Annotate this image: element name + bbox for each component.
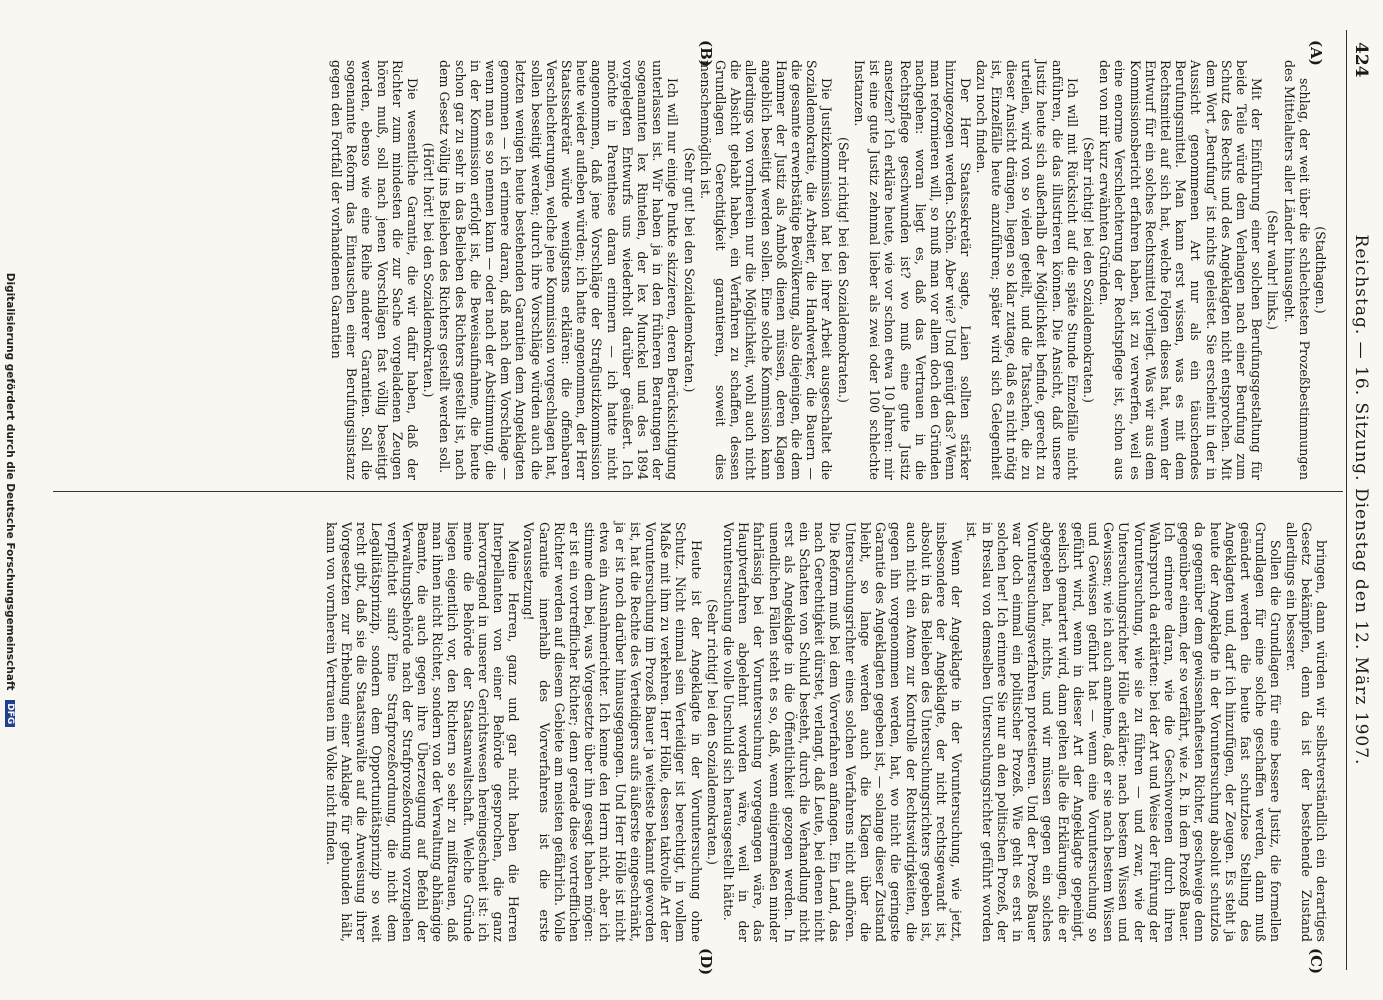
interjection: (Sehr richtig! bei den Sozialdemokraten.): [1080, 137, 1096, 403]
paragraph: Die Justizkommission hat bei ihrer Arbeit ausgeschaltet die Sozialdemokratie, die Arbeiter, die Handwerker, die Bauern — die gesamte erwerbstätige Bevölkerung, also diejenigen, die dem Hammer der Justiz als Amboß dienen müssen, deren Klagen angeblich beseitigt werden sollen. Eine solche Kommission kann allerdings von vornherein nur die Möglichkeit, wohl auch nicht die Absicht gehabt haben, ein Verfahren zu schaffen, dessen Grundlagen Gerechtigkeit garantieren, soweit dies menschenmöglich ist.: [697, 60, 835, 480]
interjection: (Stadthagen.): [1313, 226, 1328, 314]
right-text-column: [324, 522, 1329, 942]
margin-mark-a: (A): [1307, 40, 1325, 66]
paragraph: Ich will mit Rücksicht auf die späte Stunde Einzelfälle nicht anführen, die das illustrieren können. Die Ansicht, daß unsere Justiz heute sich außerhalb der Möglichkeit befinde, gerecht zu urteilen, wird von so vielen geteilt, und die Tatsachen, die zu dieser Ansicht drängen, liegen so klar zutage, daß es nicht nötig ist, Einzelfälle heute anzuführen; später wird sich Gelegenheit dazu noch finden.: [973, 60, 1080, 480]
paragraph: Meine Herren, ganz und gar nicht haben die Herren Interpellanten von einer Behörde gesprochen, die ganz hervorragend in unserer Gerichtswesen hereingeschneit ist: ich meine die Behörde der Staatsanwaltschaft. Welche Gründe liegen eigentlich vor, den Richtern so sehr zu mißtrauen, daß man ihnen nicht Richter, sondern von der Verwaltung abhängige Beamte, die auch gegen ihre Überzeugung auf Befehl der Verwaltungsbehörde nach der Strafprozeßordnung vorzugehen verpflichtet sind? Eine Strafprozeßordnung, die nicht dem Legalitätsprinzip, sondern dem Opportunitätsprinzip so weit recht gibt, daß sie die Staatsanwälte auf die Anweisung ihrer Vorgesetzten zur Erhebung einer Anklage für gebunden hält, kann von vornherein Vertrauen im Volke nicht finden.: [323, 522, 522, 942]
paragraph: Heute ist der Angeklagte in der Voruntersuchung ohne Schutz. Nicht einmal sein Verteidiger ist berechtigt, in vollem Maße mit ihm zu verkehren. Herr Hölle, dessen taktvolle Art der Voruntersuchung im Prozeß Bauer ja weiteste bekannt geworden ist, hat die Rechte des Verteidigers aufs äußerste eingeschränkt, ja er ist noch darüber hinausgegangen. Und Herr Hölle ist nicht etwa ein Ausnahmerichter. Ich kenne den Herrn nicht, aber ich stimme dem bei, was Vorgesetzte über ihn gesagt haben mögen: er ist ein vortrefflicher Richter; denn gerade diese vortrefflichen Richter werden auf diesem Gebiete am meisten gefährlich. Volle Garantie innerhalb des Vorverfahrens ist die erste Voraussetzung!: [521, 522, 704, 942]
digitization-credit: [4, 0, 16, 1000]
paragraph: Wenn der Angeklagte in der Voruntersuchung, wie jetzt, insbesondere der Angeklagte, der nicht rechtsgewandt ist, absolut in das Belieben des Untersuchungsrichters gegeben ist, auch nicht ein Atom zur Kontrolle der Rechtswidrigkeiten, die gegen ihn vorgenommen werden, hat, wo nicht die geringste Garantie des Angeklagten gegeben ist, — solange dieser Zustand bleibt, so lange werden auch die Klagen über die Untersuchungsrichter eines solchen Verfahrens nicht aufhören. Die Reform muß bei dem Vorverfahren anfangen. Ein Land, das nach Gerechtigkeit dürstet, verlangt, daß Leute, bei denen nicht ein Schatten von Schuld besteht, durch die Verhandlung nicht erst als Angeklagte in die Öffentlichkeit gezogen werden. In unendlichen Fällen steht es so, daß, wenn einigermaßen minder fahrlässig bei der Voruntersuchung vorgegangen wäre, das Hauptverfahren abgelehnt worden wäre, weil in der Voruntersuchung die volle Unschuld sich herausgestellt hätte.: [721, 522, 965, 942]
left-text-column: [329, 60, 1329, 480]
margin-mark-d: (D): [697, 948, 715, 976]
interjection: (Hört! hört! bei den Sozialdemokraten.): [421, 142, 437, 398]
credit-text: Digitalisierung gefördert durch die Deutsche Forschungsgemeinschaft: [4, 272, 16, 691]
interjection: (Sehr wahr! links.): [1265, 210, 1281, 330]
page-number: 424: [1351, 42, 1371, 78]
paragraph: Die wesentliche Garantie, die wir dafür haben, daß der Richter zum mindesten die zur Sache vorgeladenen Zeugen hören muß, soll nach jenen Vorschlägen fast völlig beseitigt werden, ebenso wie eine Reihe anderer Garantien. Soll die sogenannte Reform das Eintauschen einer Berufungsinstanz gegen den Fortfall der vorhandenen Garantien: [329, 60, 421, 480]
running-title: Reichstag. — 16. Sitzung. Dienstag den 12. März 1907.: [1351, 234, 1371, 766]
column-divider: [53, 491, 1343, 492]
interjection: (Sehr richtig! bei den Sozialdemokraten.): [835, 137, 851, 403]
paragraph: Mit der Einführung einer solchen Berufungsgestaltung für beide Teile würde dem Verlangen nach einer Berufung zum Schutz des Rechts und des Angeklagten nicht entsprochen. Mit dem Wort „Berufung“ ist nichts geleistet. Sie erscheint in der in Aussicht genommenen Art nur als ein täuschendes Berufungsmittel. Man kann erst wissen, was es mit dem Rechtsmittel auf sich hat, welche Folgen dieses hat, wenn der Entwurf für ein solches Rechtsmittel vorliegt. Was wir aus dem Kommissionsbericht erfahren haben, ist zu verwerfen, weil es eine enorme Verschlechterung der Rechtspflege ist, schon aus den von mir kurz erwähnten Gründen.: [1097, 60, 1265, 480]
interjection: (Sehr gut! bei den Sozialdemokraten.): [681, 147, 697, 393]
margin-mark-c: (C): [1307, 948, 1325, 975]
paragraph: schlag, der weit über die schlechtesten Prozeßbestimmungen des Mittelalters aller Länder hinausgeht.: [1281, 60, 1312, 480]
dfg-logo-icon: DFG: [5, 700, 15, 727]
margin-mark-b: (B): [697, 40, 715, 67]
interjection: (Sehr richtig! bei den Sozialdemokraten.): [704, 599, 720, 865]
paragraph: Sollen die Grundlagen für eine bessere Justiz, die formellen Grundlagen für eine solche geschaffen werden, dann muß geändert werden die heute fast schutzlose Stellung des Angeklagten und, darf ich hinzufügen, der Zeugen. Es steht ja heute der Angeklagte in der Voruntersuchung absolut schutzlos da gegenüber dem gewissenhaftesten Richter, geschweige denn gegenüber einem, der so verfährt, wie z. B. in dem Prozeß Bauer. Ich erinnere daran, wie die Geschworenen durch ihren Wahrspruch da erklärten: bei der Art und Weise der Führung der Voruntersuchung, wie sie zu führen — und zwar, wie der Untersuchungsrichter Hölle erklärte: nach bestem Wissen und Gewissen; wie ich auch annehme, daß er sie nach bestem Wissen und Gewissen geführt hat — wenn eine Voruntersuchung so geführt wird, wenn in dieser Art der Angeklagte gepeinigt, seelisch gemartert wird, dann gelten alle die Erklärungen, die er abgegeben hat, nichts, und wir müssen gegen ein solches Voruntersuchungsverfahren protestieren. Und der Prozeß Bauer war doch einmal ein politischer Prozeß. Wie geht es erst in solchen her! Ich erinnere Sie nur an den politischen Prozeß, der in Breslau von demselben Untersuchungsrichter geführt worden ist.: [964, 522, 1284, 942]
paragraph: Der Herr Staatssekretär sagte, Laien sollten stärker hinzugezogen werden. Schön. Aber wie? Und genügt das? Wenn man reformieren will, so muß man vor allem doch den Gründen nachgehen: woran liegt es, daß das Vertrauen in die Rechtspflege geschwunden ist? wo muß eine gute Justiz ansetzen? Ich erkläre heute, wie vor schon etwa 10 Jahren: mir ist eine gute Justiz zehnmal lieber als zwei oder 100 schlechte Instanzen.: [851, 60, 974, 480]
paragraph: bringen, dann würden wir selbstverständlich ein derartiges Gesetz bekämpfen, denn da ist der bestehende Zustand allerdings ein besserer.: [1283, 522, 1329, 942]
header-rule: [1346, 30, 1347, 970]
paragraph: Ich will nur einige Punkte skizzieren, deren Berücksichtigung unterlassen ist. Wir haben ja in den früheren Beratungen der sogenannten lex Rintelen, der lex Munckel und des 1894 vorgelegten Entwurfs uns wiederholt darüber geäußert. Ich möchte in Parenthese daran erinnern — ich hatte nicht angenommen, daß jene Vorschläge der Strafjustizkommission heute wieder aufleben würden; ich hatte angenommen, der Herr Staatssekretär würde wenigstens erklären: die offenbaren Verschlechterungen, welche jene Kommission vorgeschlagen hat, sollen beseitigt werden; durch ihre Vorschläge würden auch die letzten wenigen heute bestehenden Garantien dem Angeklagten genommen — ich erinnere daran, daß nach dem Vorschlage — wenn man es so nennen kann — oder nach der Abstimmung, die in der Kommission erfolgt ist, die Beweisaufnahme, die heute schon gar zu sehr in das Belieben des Richters gestellt ist, nach dem Gesetz völlig ins Belieben des Richters gestellt werden soll.: [437, 60, 681, 480]
